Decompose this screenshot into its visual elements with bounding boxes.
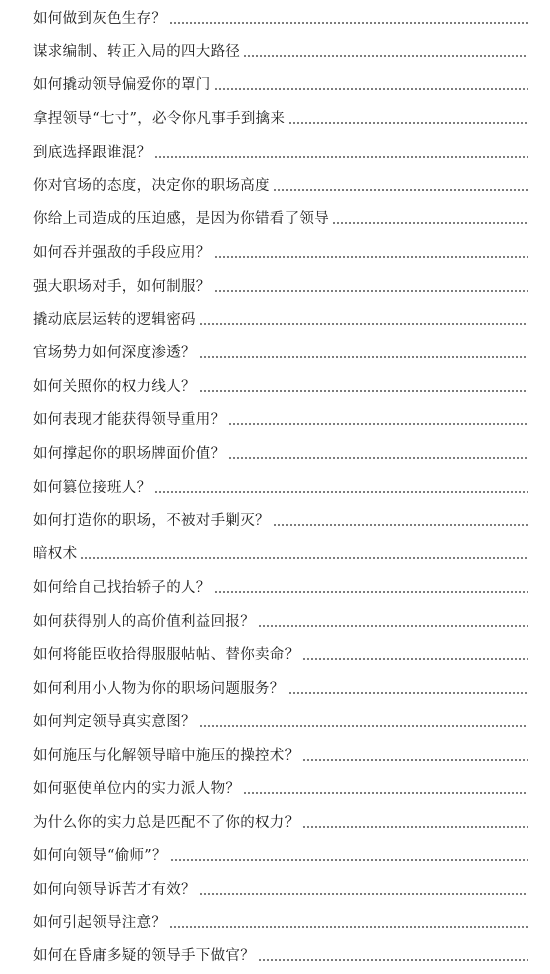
dot-leader <box>243 55 528 57</box>
toc-entry[interactable] <box>33 340 528 362</box>
toc-entry[interactable] <box>33 173 528 195</box>
entry-title: 如何判定领导真实意图？ <box>33 714 196 730</box>
entry-title: 如何将能臣收拾得服服帖帖、替你卖命？ <box>33 647 300 663</box>
entry-title: 如何关照你的权力线人？ <box>33 379 196 395</box>
entry-title: 如何打造你的职场，不被对手剿灭？ <box>33 513 270 529</box>
dot-leader <box>214 256 528 258</box>
dot-leader <box>258 959 528 961</box>
entry-title: 到底选择跟谁混？ <box>33 145 152 161</box>
entry-title: 如何施压与化解领导暗中施压的操控术？ <box>33 748 300 764</box>
dot-leader <box>332 222 528 224</box>
entry-title: 你对官场的态度，决定你的职场高度 <box>33 178 270 194</box>
toc-entry[interactable] <box>33 106 528 128</box>
toc-entry[interactable] <box>33 877 528 899</box>
entry-title: 撬动底层运转的逻辑密码 <box>33 312 196 328</box>
toc-entry[interactable] <box>33 676 528 698</box>
dot-leader <box>154 156 528 158</box>
entry-title: 如何引起领导注意？ <box>33 915 167 931</box>
entry-title: 如何向领导诉苦才有效？ <box>33 882 196 898</box>
dot-leader <box>273 524 528 526</box>
entry-title: 如何利用小人物为你的职场问题服务？ <box>33 681 285 697</box>
toc-entry[interactable] <box>33 441 528 463</box>
toc-entry[interactable] <box>33 140 528 162</box>
toc-entry[interactable] <box>33 843 528 865</box>
toc-entry[interactable] <box>33 508 528 530</box>
dot-leader <box>302 759 528 761</box>
toc-entry[interactable] <box>33 642 528 664</box>
toc-entry[interactable] <box>33 407 528 429</box>
dot-leader <box>288 122 528 124</box>
toc-entry[interactable] <box>33 39 528 61</box>
entry-title: 如何做到灰色生存？ <box>33 11 167 27</box>
toc-entry[interactable] <box>33 374 528 396</box>
toc-entry[interactable] <box>33 240 528 262</box>
toc-entry[interactable] <box>33 943 528 965</box>
toc-entry[interactable] <box>33 307 528 329</box>
entry-title: 你给上司造成的压迫感，是因为你错看了领导 <box>33 211 329 227</box>
entry-title: 如何在昏庸多疑的领导手下做官？ <box>33 948 255 964</box>
toc-entry[interactable] <box>33 541 528 563</box>
entry-title: 拿捏领导“七寸”，必令你凡事手到擒来 <box>33 111 286 127</box>
dot-leader <box>258 625 528 627</box>
dot-leader <box>214 290 528 292</box>
dot-leader <box>273 189 528 191</box>
entry-title: 如何撑起你的职场牌面价值？ <box>33 446 226 462</box>
toc-entry[interactable] <box>33 609 528 631</box>
entry-title: 暗权术 <box>33 546 78 562</box>
toc-entry[interactable] <box>33 709 528 731</box>
entry-title: 谋求编制、转正入局的四大路径 <box>33 44 241 60</box>
toc-entry[interactable] <box>33 910 528 932</box>
dot-leader <box>302 658 528 660</box>
dot-leader <box>170 859 528 861</box>
dot-leader <box>199 893 528 895</box>
dot-leader <box>154 491 528 493</box>
dot-leader <box>214 591 528 593</box>
entry-title: 如何向领导“偷师”？ <box>33 848 167 864</box>
dot-leader <box>199 390 528 392</box>
toc-entry[interactable] <box>33 72 528 94</box>
entry-title: 如何驱使单位内的实力派人物？ <box>33 781 241 797</box>
toc-entry[interactable] <box>33 810 528 832</box>
entry-title: 为什么你的实力总是匹配不了你的权力？ <box>33 815 300 831</box>
toc-entry[interactable] <box>33 575 528 597</box>
dot-leader <box>228 423 528 425</box>
toc-entry[interactable] <box>33 475 528 497</box>
toc-entry[interactable] <box>33 776 528 798</box>
dot-leader <box>228 457 528 459</box>
dot-leader <box>169 22 528 24</box>
dot-leader <box>199 725 528 727</box>
entry-title: 如何表现才能获得领导重用？ <box>33 412 226 428</box>
dot-leader <box>169 926 528 928</box>
entry-title: 如何获得别人的高价值利益回报？ <box>33 614 255 630</box>
toc-entry[interactable] <box>33 274 528 296</box>
dot-leader <box>80 557 528 559</box>
entry-title: 官场势力如何深度渗透？ <box>33 345 196 361</box>
dot-leader <box>214 88 528 90</box>
toc-entry[interactable] <box>33 743 528 765</box>
entry-title: 如何吞并强敌的手段应用？ <box>33 245 211 261</box>
dot-leader <box>199 356 528 358</box>
dot-leader <box>288 692 528 694</box>
entry-title: 如何篡位接班人？ <box>33 480 152 496</box>
entry-title: 强大职场对手，如何制服？ <box>33 279 211 295</box>
dot-leader <box>243 792 528 794</box>
dot-leader <box>302 826 528 828</box>
dot-leader <box>199 323 528 325</box>
toc-entry[interactable] <box>33 206 528 228</box>
entry-title: 如何给自己找抬轿子的人？ <box>33 580 211 596</box>
entry-title: 如何撬动领导偏爱你的罩门 <box>33 77 211 93</box>
toc-entry[interactable] <box>33 6 528 28</box>
